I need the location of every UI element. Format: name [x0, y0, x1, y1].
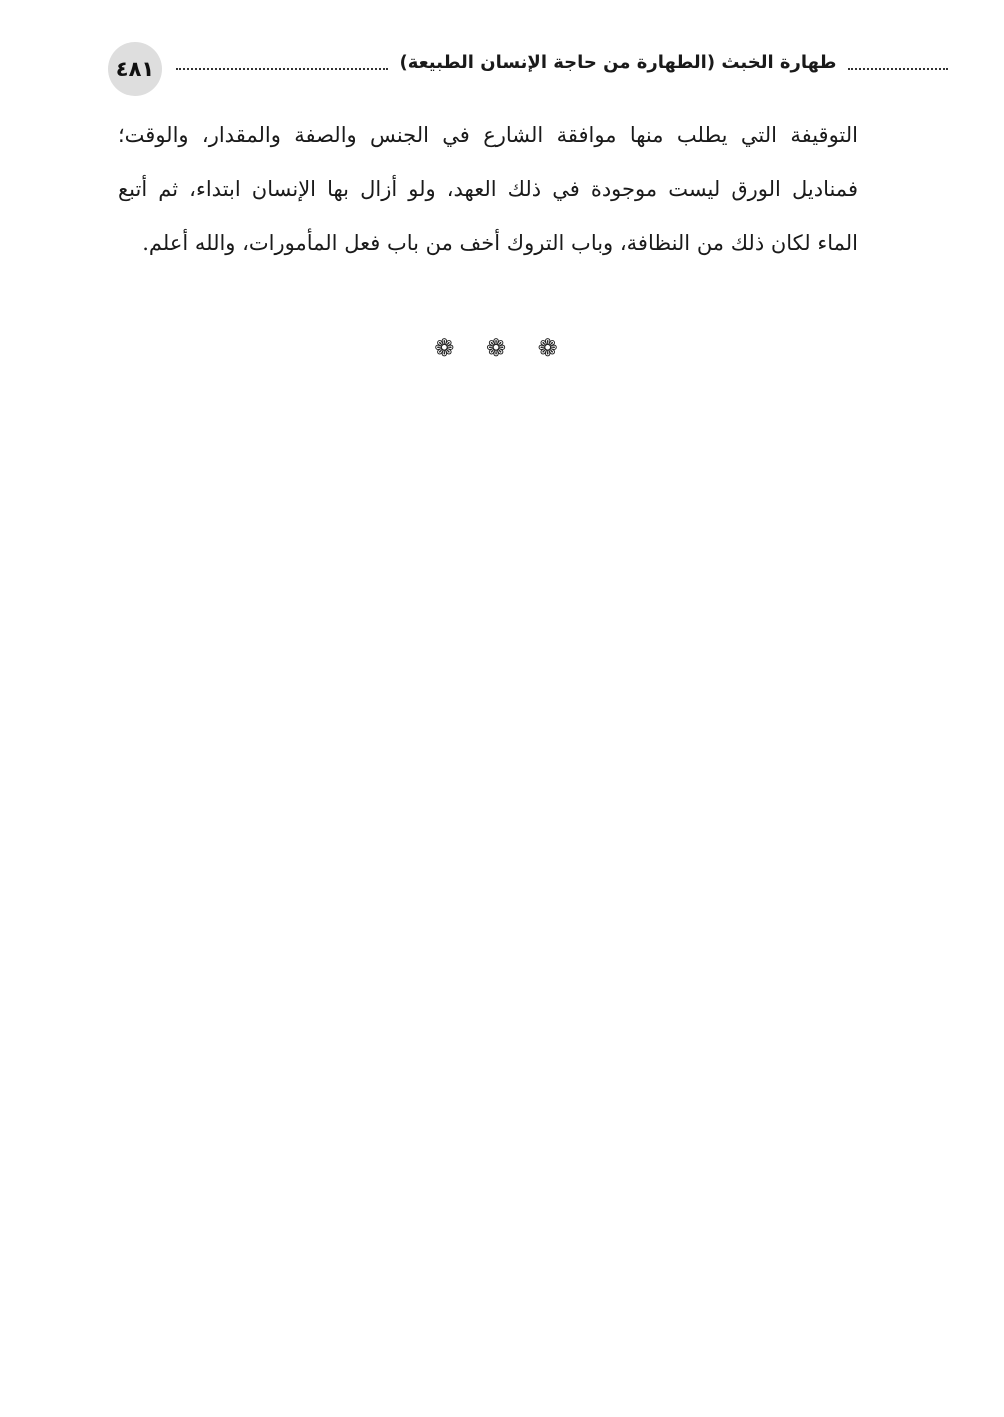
body-line-2: فمناديل الورق ليست موجودة في ذلك العهد، ولو أزال بها الإنسان ابتداء، ثم أتبع — [118, 177, 858, 201]
page-number-badge — [108, 42, 162, 96]
page-header — [108, 42, 858, 96]
section-divider-ornament — [0, 334, 1004, 362]
body-line-3: الماء لكان ذلك من النظافة، وباب التروك أخف من باب فعل المأمورات، والله أعلم. — [142, 231, 858, 255]
running-title: طهارة الخبث (الطهارة من حاجة الإنسان الطبيعة) — [399, 52, 837, 73]
flower-ornament-icon: ❁ ❁ ❁ — [434, 334, 570, 362]
body-paragraph — [118, 108, 858, 270]
body-line-1: التوقيفة التي يطلب منها موافقة الشارع في الجنس والصفة والمقدار، والوقت؛ — [118, 123, 858, 147]
page-number: ٤٨١ — [115, 57, 155, 81]
leader-dots-right — [848, 66, 948, 70]
leader-dots-left — [176, 66, 388, 70]
